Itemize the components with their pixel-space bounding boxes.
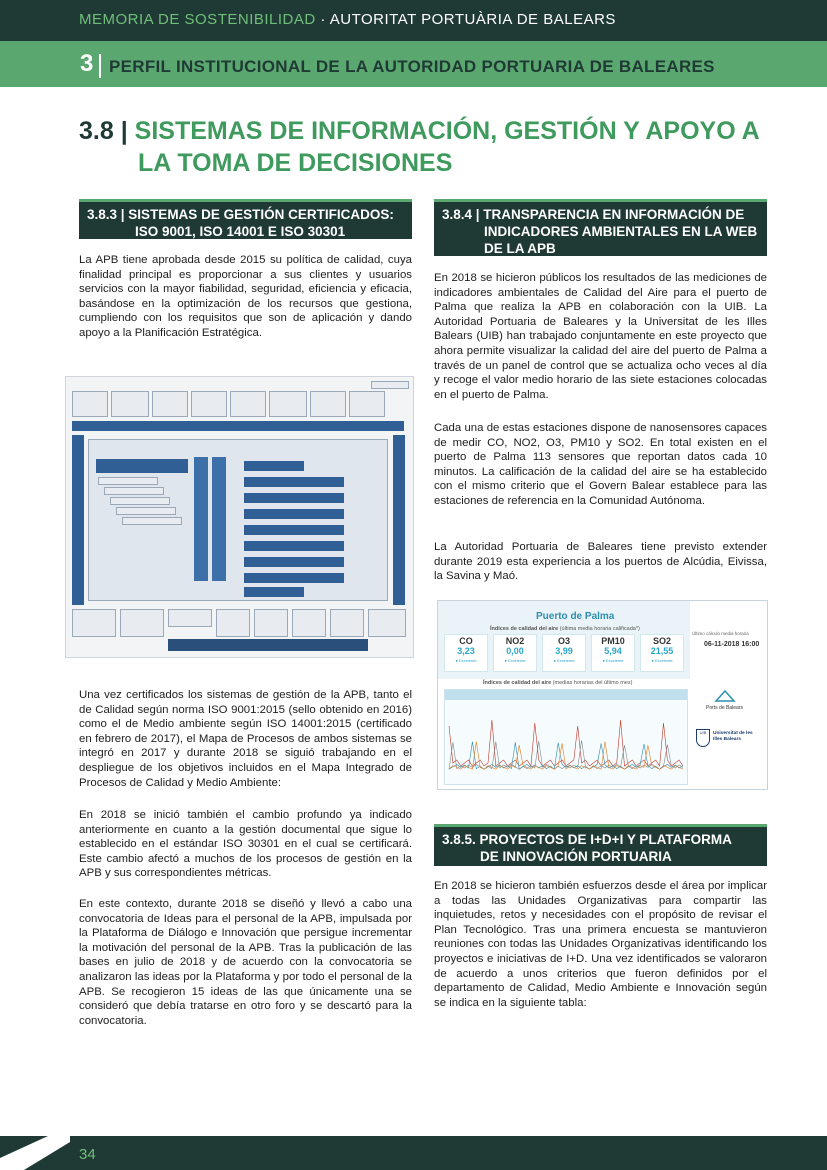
history-chart: [444, 689, 688, 785]
diagram-block: [216, 609, 250, 637]
air-quality-dashboard: [437, 600, 768, 790]
pollutant-card: [591, 634, 635, 672]
subsection-header-383: 3.8.3 | SISTEMAS DE GESTIÓN CERTIFICADOS: ISO 9001, ISO 14001 E ISO 30301: [79, 199, 412, 239]
pollutant-status: ● Excelente: [651, 658, 673, 663]
history-chart-lines: [445, 700, 687, 784]
document-title: MEMORIA DE SOSTENIBILIDAD · AUTORITAT PORTUÀRIA DE BALEARS: [79, 11, 616, 28]
chapter-number: 3: [80, 50, 94, 77]
diagram-block: [110, 497, 170, 505]
diagram-block: [168, 639, 368, 651]
chapter-separator: [99, 54, 101, 78]
diagram-band: [72, 421, 404, 431]
dashboard-title: Puerto de Palma: [536, 611, 615, 622]
diagram-block: [212, 457, 226, 581]
history-line: [449, 720, 683, 766]
last-calc-label: Último cálculo media horaria: [692, 631, 749, 636]
paragraph: Una vez certificados los sistemas de gestión de la APB, tanto el de Calidad según norma ISO 9001:2015 (sello obtenido en 2016) como el de Medio ambiente según ISO 14001:2015 (certificado en febrero de 2017), el Mapa de Procesos de ambos sistemas se integró en 2017 y durante 2018 se siguió trabajando en el despliegue de los objetivos incluidos en el Mapa Integrado de Procesos de Calidad y Medio Ambiente:: [79, 689, 412, 789]
pollutant-value: 21,55: [650, 646, 674, 656]
last-calc-value: 06-11-2018 16:00: [704, 641, 760, 648]
history-chart-header: [445, 690, 687, 700]
paragraph: Cada una de estas estaciones dispone de nanosensores capaces de medir CO, NO2, O3, PM10 y SO2. En total existen en el puerto de Palma 113 sensores que reportan datos cada 10 minutos. La calificación de la calidad del aire se ha establecido con el mismo criterio que el Govern Balear establece para las estaciones de referencia en la Comunidad Autónoma.: [434, 422, 767, 507]
diagram-block: [368, 609, 406, 637]
paragraph: En este contexto, durante 2018 se diseñó y llevó a cabo una convocatoria de Ideas para el personal de la APB, impulsada por la Plataforma de Diálogo e Innovación que persigue incrementar la motivación del personal de la APB. Tras la publicación de las bases en julio de 2018 y de acuerdo con la convocatoria se analizaron las ideas por la Plataforma y por todo el personal de la APB. Se recogieron 15 ideas de las que únicamente una se consideró que debía tratarse en otro foro y se descartó para la convocatoria.: [79, 898, 412, 1027]
pollutant-value: 3,23: [457, 646, 475, 656]
pollutant-status: ● Excelente: [602, 658, 624, 663]
diagram-block: [152, 391, 188, 417]
diagram-block: [168, 609, 212, 627]
diagram-block: [244, 541, 344, 551]
diagram-block: [244, 509, 344, 519]
paragraph: La APB tiene aprobada desde 2015 su política de calidad, cuya finalidad principal es proporcionar a sus clientes y usuarios servicios con la mayor fiabilidad, seguridad, eficiencia y eficacia, basándose en la optimización de los recursos que gestiona, cumpliendo con los requisitos que son de aplicación y dando apoyo a la Planificación Estratégica.: [79, 254, 412, 339]
diagram-block: [371, 381, 409, 389]
diagram-block: [230, 391, 266, 417]
diagram-block: [244, 525, 344, 535]
subsection-header-385: 3.8.5. PROYECTOS DE I+D+I Y PLATAFORMA DE INNOVACIÓN PORTUARIA: [434, 824, 767, 866]
uib-logo-text: Universitat de les Illes Balears: [713, 731, 753, 742]
pollutant-value: 0,00: [506, 646, 524, 656]
diagram-block: [122, 517, 182, 525]
pollutant-name: PM10: [601, 636, 625, 646]
diagram-block: [310, 391, 346, 417]
diagram-block: [72, 391, 108, 417]
diagram-block: [96, 459, 188, 473]
diagram-block: [72, 609, 116, 637]
diagram-block: [292, 609, 326, 637]
diagram-block: [194, 457, 208, 581]
chapter-title: PERFIL INSTITUCIONAL DE LA AUTORIDAD PORTUARIA DE BALEARES: [109, 57, 715, 76]
pollutant-card: [542, 634, 586, 672]
diagram-block: [244, 461, 304, 471]
ports-logo-text: Ports de Balears: [706, 705, 743, 711]
diagram-block: [244, 587, 304, 597]
diagram-block: [191, 391, 227, 417]
chart-title: Índices de calidad del aire (medias horarias del último mes): [483, 680, 633, 686]
diagram-block: [120, 609, 164, 637]
pollutant-value: 3,99: [555, 646, 573, 656]
diagram-block: [269, 391, 307, 417]
pollutant-name: NO2: [505, 636, 525, 646]
diagram-block: [244, 477, 344, 487]
pollutant-name: SO2: [652, 636, 671, 646]
pollutant-status: ● Excelente: [504, 658, 526, 663]
diagram-block: [116, 507, 176, 515]
diagram-block: [244, 493, 344, 503]
paragraph: En 2018 se hicieron públicos los resultados de las mediciones de indicadores ambientales de Calidad del Aire para el puerto de Palma que realiza la APB en colaboración con la UIB. La Autoridad Portuaria de Baleares y la Universitat de les Illes Balears (UIB) han trabajado conjuntamente en este proyecto que ahora permite visualizar la calidad del aire del puerto de Palma a través de un panel de control que se actualiza ocho veces al día y recoge el valor medio horario de las siete estaciones colocadas en el puerto de Palma.: [434, 272, 767, 401]
footer-bar: [0, 1136, 827, 1170]
pollutant-card: [493, 634, 537, 672]
pollutant-name: CO: [459, 636, 473, 646]
diagram-block: [330, 609, 364, 637]
paragraph: En 2018 se hicieron también esfuerzos desde el área por implicar a todas las Unidades Organizativas para compartir las inquietudes, retos y necesidades con el propósito de revisar el Plan Tecnológico. Tras una primera encuesta se mantuvieron reuniones con todas las Unidades Organizativas identificando los proyectos e iniciativas de I+D. Una vez identificados se valoraron de acuerdo a unos criterios que fueron definidos por el departamento de Calidad, Medio Ambiente e Innovación según se indica en la siguiente tabla:: [434, 880, 767, 1009]
diagram-block: [104, 487, 164, 495]
uib-crest-icon: UIB: [696, 729, 710, 747]
pollutant-status: ● Excelente: [553, 658, 575, 663]
diagram-block: [98, 477, 158, 485]
pollutant-cards: [444, 634, 688, 674]
paragraph: En 2018 se inició también el cambio profundo ya indicado anteriormente en cuanto a la gestión documental que sigue lo establecido en el estándar ISO 30301 en el cual se certificará. Este cambio afectó a muchos de los procesos de gestión en la APB y sus correspondientes métricas.: [79, 809, 412, 880]
diagram-block: [244, 557, 344, 567]
page-number: 34: [79, 1146, 96, 1163]
subsection-header-384: 3.8.4 | TRANSPARENCIA EN INFORMACIÓN DE INDICADORES AMBIENTALES EN LA WEB DE LA APB: [434, 199, 767, 256]
ports-logo-icon: [714, 689, 736, 703]
diagram-block: [244, 573, 344, 583]
paragraph: La Autoridad Portuaria de Baleares tiene previsto extender durante 2019 esta experiencia a los puertos de Alcúdia, Eivissa, la Savina y Maó.: [434, 541, 767, 583]
footer-stripe: [0, 1128, 70, 1170]
pollutant-status: ● Excelente: [455, 658, 477, 663]
section-title: 3.8 | SISTEMAS DE INFORMACIÓN, GESTIÓN Y APOYO A LA TOMA DE DECISIONES: [79, 117, 760, 177]
pollutant-name: O3: [557, 636, 570, 646]
dashboard-subtitle: Índices de calidad del aire (última media horaria calificada*): [490, 626, 640, 632]
diagram-side-bar-right: [393, 435, 405, 605]
pollutant-card: [444, 634, 488, 672]
diagram-block: [111, 391, 149, 417]
process-map-diagram: [65, 376, 414, 658]
pollutant-value: 5,94: [604, 646, 622, 656]
diagram-block: [254, 609, 288, 637]
pollutant-card: [640, 634, 684, 672]
diagram-side-bar-left: [72, 435, 84, 605]
diagram-block: [349, 391, 385, 417]
